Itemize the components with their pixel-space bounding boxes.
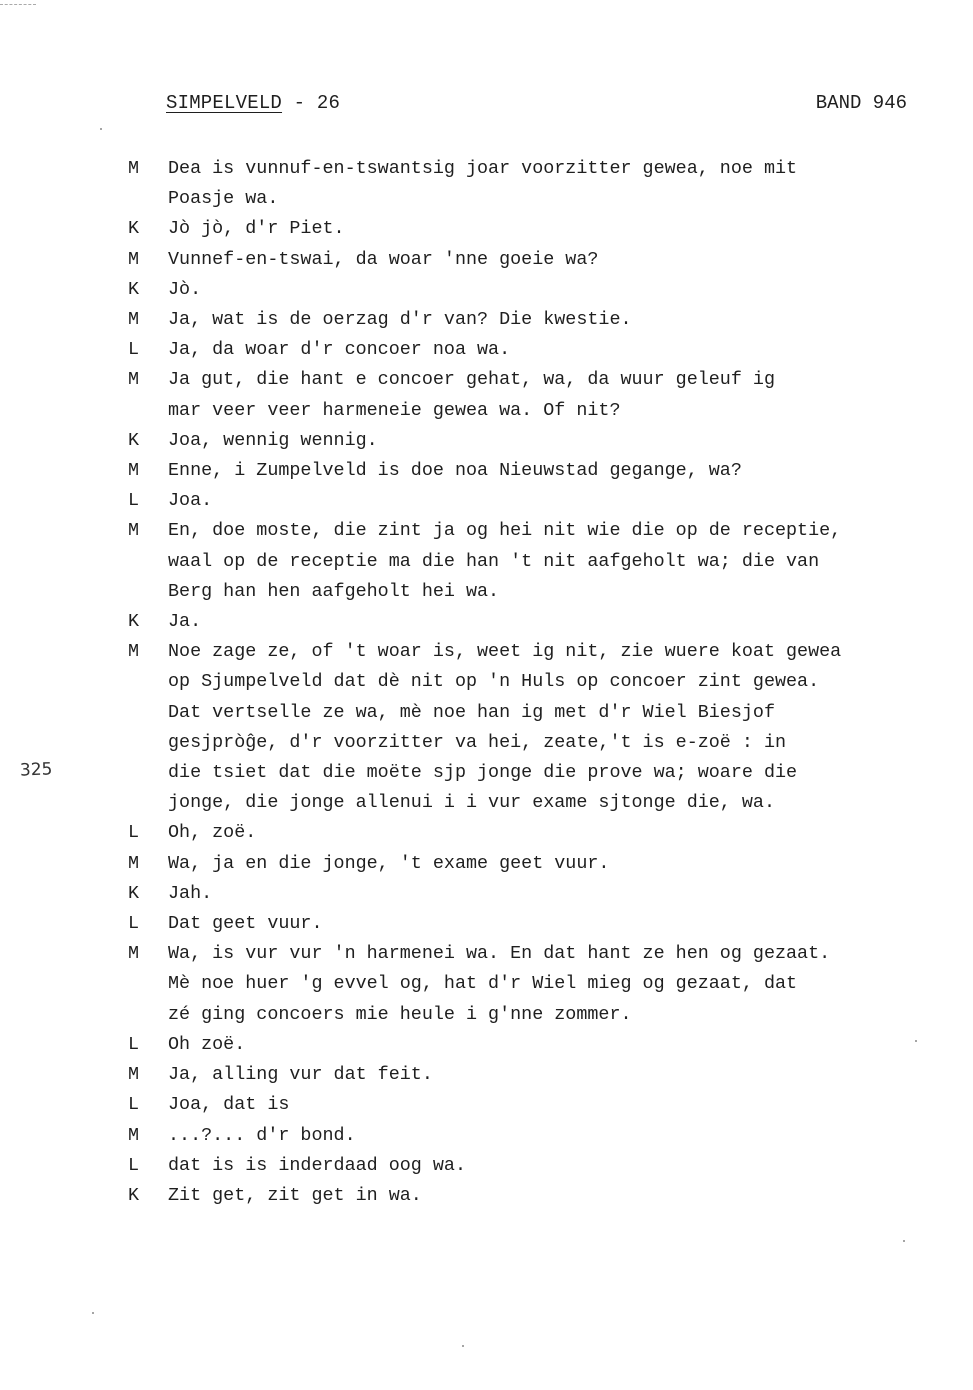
line-text: Joa, wennig wennig. — [168, 429, 378, 451]
page-header-left — [166, 92, 340, 114]
line-text: Joa. — [168, 490, 213, 512]
line-text: Ja, alling vur dat feit. — [168, 1064, 433, 1086]
line-text: op Sjumpelveld dat dè nit op 'n Huls op concoer zint gewea. — [168, 671, 820, 693]
speaker-label: L — [128, 1154, 140, 1176]
line-text: Ja. — [168, 611, 202, 633]
transcript-line — [128, 969, 928, 999]
transcript-line — [128, 849, 928, 879]
transcript-line — [128, 788, 928, 818]
speaker-label — [128, 547, 168, 577]
line-text: Jah. — [168, 882, 213, 904]
margin-counter-note: 325 — [19, 759, 53, 781]
speaker-label: K — [128, 429, 140, 451]
speaker-label: L — [128, 339, 140, 361]
transcript-line — [128, 1121, 928, 1151]
transcript-line — [128, 698, 928, 728]
header-band: BAND 946 — [815, 92, 907, 114]
line-text: Noe zage ze, of 't woar is, weet ig nit, zie wuere koat gewea — [168, 641, 842, 663]
transcript-line — [128, 818, 928, 848]
speaker-label: M — [128, 248, 140, 270]
scan-speck — [915, 1040, 917, 1042]
transcript-line — [128, 667, 928, 697]
line-text: Berg han hen aafgeholt hei wa. — [168, 580, 500, 602]
speaker-label — [128, 184, 168, 214]
speaker-label: M — [128, 158, 140, 179]
speaker-label: L — [128, 1033, 140, 1055]
transcript-line — [128, 516, 928, 546]
speaker-label: M — [128, 460, 140, 482]
header-place: SIMPELVELD — [166, 92, 283, 114]
line-text: gesjpròĝe, d'r voorzitter va hei, zeate,'t is e-zoë : in — [168, 731, 787, 753]
transcript-line — [128, 577, 928, 607]
transcript-line — [128, 728, 928, 758]
transcript-line — [128, 879, 928, 909]
transcript-line — [128, 426, 928, 456]
line-text: Jò. — [168, 278, 202, 300]
line-text: Enne, i Zumpelveld is doe noa Nieuwstad gegange, wa? — [168, 460, 742, 482]
transcript-line — [128, 909, 928, 939]
transcript-line — [128, 1000, 928, 1030]
line-text: ...?... d'r bond. — [168, 1124, 356, 1146]
line-text: Jò jò, d'r Piet. — [168, 218, 345, 240]
transcript-line — [128, 305, 928, 335]
line-text: jonge, die jonge allenui i i vur exame sjtonge die, wa. — [168, 792, 775, 814]
line-text: Joa, dat is — [168, 1094, 290, 1116]
speaker-label: K — [128, 611, 140, 633]
speaker-label: M — [128, 852, 140, 874]
speaker-label — [128, 728, 168, 758]
line-text: Wa, is vur vur 'n harmenei wa. En dat hant ze hen og gezaat. — [168, 943, 831, 965]
speaker-label: M — [128, 943, 140, 965]
scan-speck — [100, 128, 102, 130]
transcript-line — [128, 1181, 928, 1211]
transcript-line — [128, 245, 928, 275]
speaker-label: K — [128, 278, 140, 300]
line-text: mar veer veer harmeneie gewea wa. Of nit? — [168, 399, 621, 421]
line-text: Dea is vunnuf-en-tswantsig joar voorzitter gewea, noe mit — [168, 158, 798, 179]
transcript-line — [128, 1090, 928, 1120]
speaker-label: M — [128, 309, 140, 331]
transcript-line — [128, 154, 928, 184]
transcript-line — [128, 939, 928, 969]
line-text: Dat vertselle ze wa, mè noe han ig met d'r Wiel Biesjof — [168, 701, 775, 723]
scan-speck — [462, 1345, 464, 1347]
transcript-line — [128, 335, 928, 365]
line-text: zé ging concoers mie heule i g'nne zommer. — [168, 1003, 632, 1025]
header-page-number: 26 — [316, 92, 341, 114]
transcript-line — [128, 275, 928, 305]
line-text: Ja, da woar d'r concoer noa wa. — [168, 339, 511, 361]
speaker-label — [128, 396, 168, 426]
speaker-label — [128, 788, 168, 818]
speaker-label — [128, 698, 168, 728]
transcript-line — [128, 758, 928, 788]
transcript-line — [128, 1030, 928, 1060]
transcript-line — [128, 637, 928, 667]
transcript-line — [128, 486, 928, 516]
line-text: Vunnef-en-tswai, da woar 'nne goeie wa? — [168, 248, 599, 270]
speaker-label — [128, 758, 168, 788]
transcript-line — [128, 214, 928, 244]
transcript-line — [128, 184, 928, 214]
speaker-label: M — [128, 1064, 140, 1086]
speaker-label: M — [128, 1124, 140, 1146]
speaker-label: L — [128, 490, 140, 512]
line-text: Wa, ja en die jonge, 't exame geet vuur. — [168, 852, 610, 874]
speaker-label — [128, 667, 168, 697]
transcript-line — [128, 365, 928, 395]
line-text: Ja, wat is de oerzag d'r van? Die kwestie. — [168, 309, 632, 331]
speaker-label: M — [128, 369, 140, 391]
speaker-label — [128, 1000, 168, 1030]
scan-artifact — [0, 4, 36, 6]
speaker-label: K — [128, 1184, 140, 1206]
speaker-label: M — [128, 520, 140, 542]
transcript-line — [128, 1151, 928, 1181]
scan-speck — [92, 1312, 94, 1314]
speaker-label: L — [128, 822, 140, 844]
line-text: waal op de receptie ma die han 't nit aafgeholt wa; die van — [168, 550, 820, 572]
line-text: Zit get, zit get in wa. — [168, 1184, 422, 1206]
line-text: dat is is inderdaad oog wa. — [168, 1154, 466, 1176]
line-text: Oh zoë. — [168, 1033, 246, 1055]
speaker-label: L — [128, 913, 140, 935]
scan-speck — [903, 1240, 905, 1242]
line-text: Dat geet vuur. — [168, 913, 323, 935]
line-text: En, doe moste, die zint ja og hei nit wie die op de receptie, — [168, 520, 842, 542]
transcript-line — [128, 607, 928, 637]
transcript-line — [128, 456, 928, 486]
speaker-label — [128, 577, 168, 607]
transcript-line — [128, 1060, 928, 1090]
line-text: Mè noe huer 'g evvel og, hat d'r Wiel mieg og gezaat, dat — [168, 973, 798, 995]
line-text: Oh, zoë. — [168, 822, 257, 844]
speaker-label — [128, 969, 168, 999]
transcript-line — [128, 547, 928, 577]
line-text: Poasje wa. — [168, 188, 279, 210]
speaker-label: M — [128, 641, 140, 663]
transcript-line — [128, 396, 928, 426]
speaker-label: K — [128, 218, 140, 240]
speaker-label: K — [128, 882, 140, 904]
line-text: die tsiet dat die moëte sjp jonge die prove wa; woare die — [168, 762, 798, 784]
header-separator: - — [293, 92, 306, 114]
transcript-body — [128, 154, 928, 1211]
speaker-label: L — [128, 1094, 140, 1116]
line-text: Ja gut, die hant e concoer gehat, wa, da wuur geleuf ig — [168, 369, 775, 391]
